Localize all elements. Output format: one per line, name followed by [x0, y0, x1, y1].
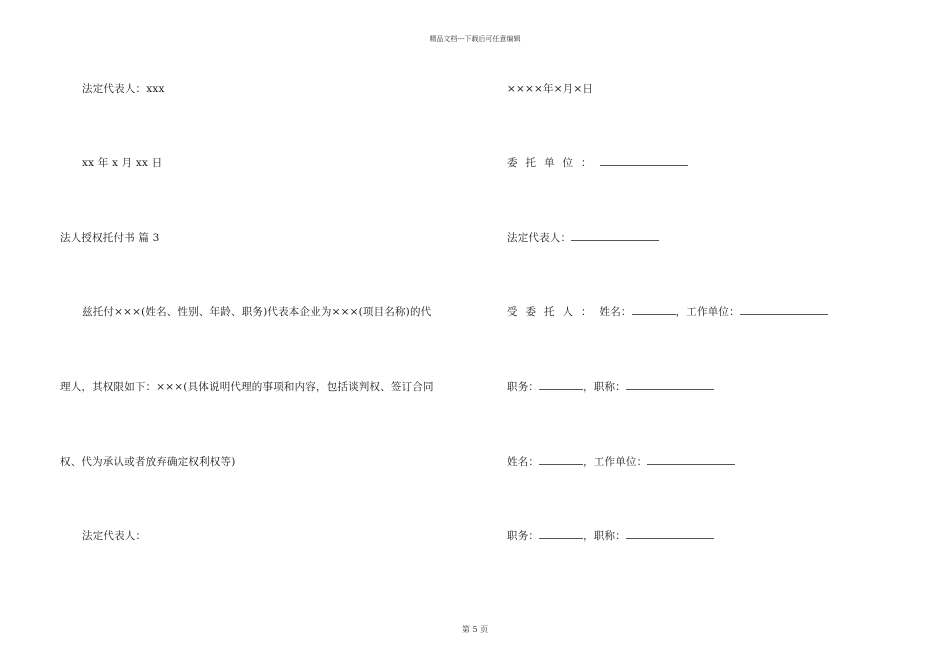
title-label-2: ，职称：	[583, 530, 626, 542]
date-placeholder-line: ××××年×月×日	[507, 83, 594, 95]
date-line: xx 年 x 月 xx 日	[82, 157, 163, 169]
body-paragraph-line-2: 理人，其权限如下：×××(具体说明代理的事项和内容，包括谈判权、签订合同	[60, 381, 434, 393]
trustee-unit-blank	[740, 305, 828, 315]
trustee-line	[507, 304, 828, 319]
trustee-name-label: 姓名：	[599, 306, 632, 318]
title-blank-2	[626, 529, 714, 539]
unit-label: ，工作单位：	[583, 456, 648, 468]
trustee-name-blank	[632, 305, 676, 315]
name-blank	[539, 455, 583, 465]
entrusting-unit-blank	[600, 156, 688, 166]
title-label: ，职称：	[583, 381, 626, 393]
second-name-line	[507, 454, 735, 469]
post-blank-2	[539, 529, 583, 539]
body-paragraph-line-1: 兹托付×××(姓名、性别、年龄、职务)代表本企业为×××(项目名称)的代	[82, 306, 432, 318]
legal-rep-field-line	[507, 230, 659, 245]
legal-rep-line: 法定代表人：xxx	[82, 83, 165, 95]
trustee-post-line	[507, 379, 714, 394]
post-blank	[539, 380, 583, 390]
legal-rep-blank	[571, 231, 659, 241]
signature-legal-rep: 法定代表人：	[82, 530, 147, 542]
name-label: 姓名：	[507, 456, 540, 468]
page-header: 精品文档---下载后可任意编辑	[429, 35, 521, 43]
trustee-label: 受委托人：	[507, 306, 600, 318]
trustee-unit-label: ，工作单位：	[675, 306, 740, 318]
body-paragraph-line-3: 权、代为承认或者放弃确定权利权等)	[60, 456, 236, 468]
section-title: 法人授权托付书 篇 3	[60, 232, 160, 244]
unit-blank	[647, 455, 735, 465]
post-label-2: 职务：	[507, 530, 540, 542]
post-label: 职务：	[507, 381, 540, 393]
legal-rep-label: 法定代表人：	[507, 232, 572, 244]
entrusting-unit-label: 委托单位：	[507, 157, 600, 169]
second-post-line	[507, 528, 714, 543]
title-blank	[626, 380, 714, 390]
entrusting-unit-line	[507, 155, 688, 170]
page-footer: 第 5 页	[461, 625, 489, 634]
